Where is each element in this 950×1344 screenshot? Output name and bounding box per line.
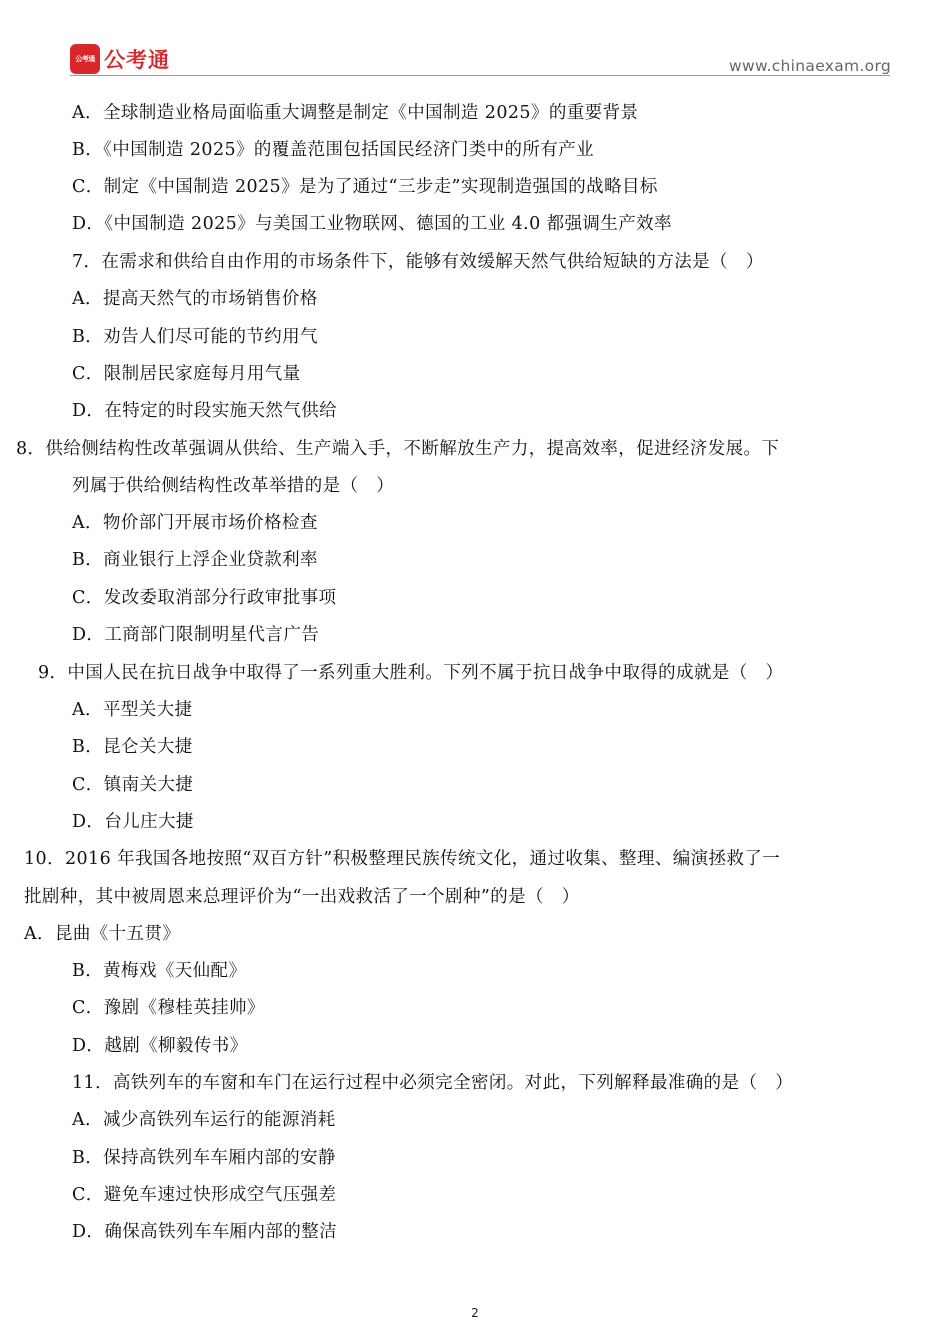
q10-option-b: B．黄梅戏《天仙配》	[72, 961, 247, 981]
q6-option-a: A．全球制造业格局面临重大调整是制定《中国制造 2025》的重要背景	[72, 103, 639, 123]
q11-option-a: A．减少高铁列车运行的能源消耗	[72, 1110, 336, 1130]
q8-question-line2: 列属于供给侧结构性改革举措的是（ ）	[72, 476, 395, 496]
q10-option-d: D．越剧《柳毅传书》	[72, 1036, 248, 1056]
page-header	[70, 44, 890, 94]
logo-text: 公考通	[104, 48, 170, 72]
q9-option-a: A．平型关大捷	[72, 700, 193, 720]
q9-question: 9．中国人民在抗日战争中取得了一系列重大胜利。下列不属于抗日战争中取得的成就是（ ）	[38, 663, 784, 683]
q11-option-d: D．确保高铁列车车厢内部的整洁	[72, 1222, 338, 1242]
q6-option-c: C．制定《中国制造 2025》是为了通过“三步走”实现制造强国的战略目标	[72, 177, 658, 197]
q9-option-b: B．昆仑关大捷	[72, 737, 193, 757]
q8-option-a: A．物价部门开展市场价格检查	[72, 513, 318, 533]
q10-question-line2: 批剧种，其中被周恩来总理评价为“一出戏救活了一个剧种”的是（ ）	[24, 887, 580, 907]
q6-option-d: D．《中国制造 2025》与美国工业物联网、德国的工业 4.0 都强调生产效率	[72, 214, 672, 234]
q7-question: 7．在需求和供给自由作用的市场条件下，能够有效缓解天然气供给短缺的方法是（ ）	[72, 252, 764, 272]
logo-badge-icon: 公考通	[70, 44, 100, 74]
q7-option-b: B．劝告人们尽可能的节约用气	[72, 327, 318, 347]
site-url: www.chinaexam.org	[729, 57, 891, 75]
q11-option-c: C．避免车速过快形成空气压强差	[72, 1185, 337, 1205]
logo	[70, 44, 170, 74]
q8-question-line1: 8．供给侧结构性改革强调从供给、生产端入手，不断解放生产力，提高效率，促进经济发展。下	[16, 439, 780, 459]
q7-option-a: A．提高天然气的市场销售价格	[72, 289, 318, 309]
q7-option-d: D．在特定的时段实施天然气供给	[72, 401, 338, 421]
q9-option-c: C．镇南关大捷	[72, 775, 194, 795]
q8-option-b: B．商业银行上浮企业贷款利率	[72, 550, 318, 570]
q8-option-c: C．发改委取消部分行政审批事项	[72, 588, 337, 608]
page-number: 2	[471, 1306, 479, 1320]
q11-question: 11．高铁列车的车窗和车门在运行过程中必须完全密闭。对此，下列解释最准确的是（ ）	[72, 1073, 794, 1093]
q7-option-c: C．限制居民家庭每月用气量	[72, 364, 301, 384]
q9-option-d: D．台儿庄大捷	[72, 812, 194, 832]
q11-option-b: B．保持高铁列车车厢内部的安静	[72, 1148, 336, 1168]
q10-option-a: A．昆曲《十五贯》	[24, 924, 181, 944]
q8-option-d: D．工商部门限制明星代言广告	[72, 625, 320, 645]
q10-option-c: C．豫剧《穆桂英挂帅》	[72, 998, 265, 1018]
q6-option-b: B．《中国制造 2025》的覆盖范围包括国民经济门类中的所有产业	[72, 140, 595, 160]
q10-question-line1: 10．2016 年我国各地按照“双百方针”积极整理民族传统文化，通过收集、整理、编演拯救了一	[24, 849, 781, 869]
